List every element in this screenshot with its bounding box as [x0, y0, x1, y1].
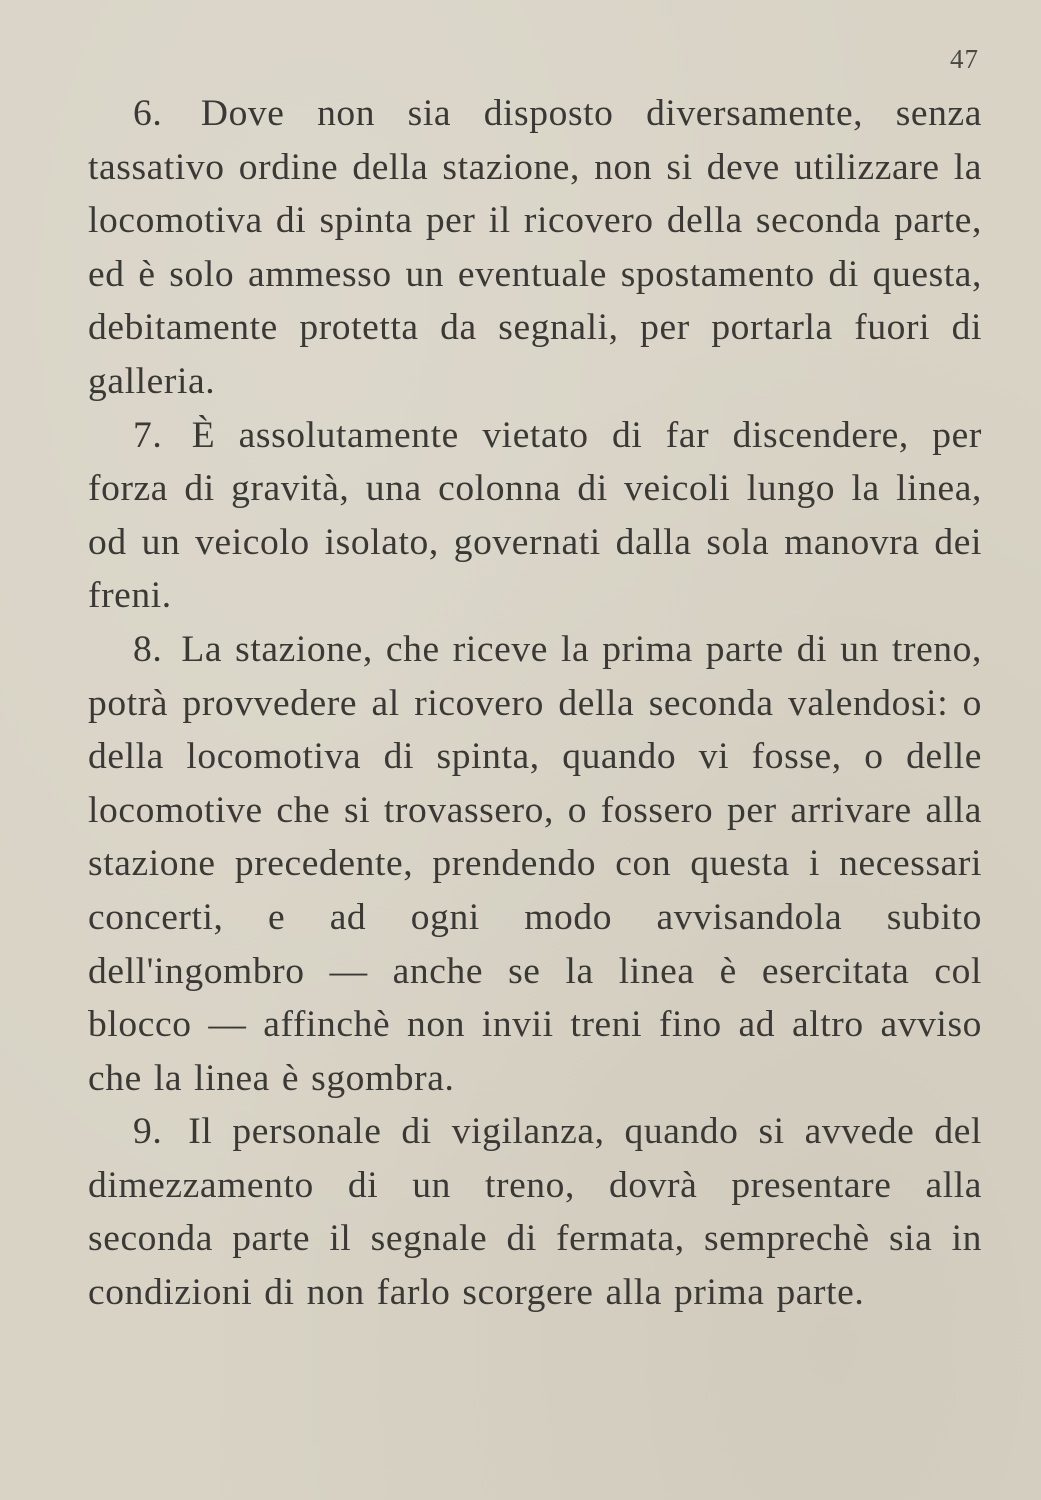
paragraph-text: La stazione, che riceve la prima parte di un treno, potrà provvedere al ricovero della seconda valendosi: o della locomotiva di spinta, quando vi fosse, o delle locomotive che si trovassero, o fossero per arrivare alla stazione precedente, prendendo con questa i necessari concerti, e ad ogni modo avvisandola subito dell'ingombro — anche se la linea è esercitata col blocco — affinchè non invii treni fino ad altro avviso che la linea è sgombra. — [88, 628, 982, 1099]
paragraph-text: Dove non sia disposto diversamente, senza tassativo ordine della stazione, non si deve utilizzare la locomotiva di spinta per il ricovero della seconda parte, ed è solo ammesso un eventuale spostamento di questa, debitamente protetta da segnali, per portarla fuori di galleria. — [88, 93, 982, 402]
page-number: 47 — [950, 44, 979, 74]
paragraph-text: È assolutamente vietato di far discendere, per forza di gravità, una colonna di veicoli lungo la linea, od un veicolo isolato, governati dalla sola manovra dei freni. — [88, 414, 982, 617]
paragraph-number: 9. — [133, 1111, 163, 1153]
paragraph-text: Il personale di vigilanza, quando si avvede del dimezzamento di un treno, dovrà presentare alla seconda parte il segnale di fermata, semprechè sia in condizioni di non farlo scorgere alla prima parte. — [88, 1111, 982, 1314]
paragraph-number: 6. — [133, 93, 163, 134]
body-text — [88, 87, 982, 1320]
paragraph-7 — [88, 409, 982, 623]
paragraph-number: 7. — [133, 414, 163, 456]
paragraph-6 — [88, 87, 982, 409]
paragraph-9 — [88, 1105, 982, 1319]
paragraph-8 — [88, 623, 982, 1105]
paragraph-number: 8. — [133, 628, 163, 670]
